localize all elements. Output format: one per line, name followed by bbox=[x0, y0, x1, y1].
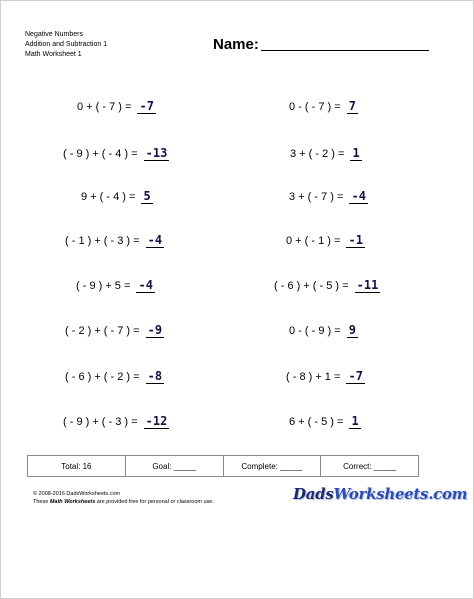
copyright-notice bbox=[33, 490, 214, 506]
problem-expression: ( - 1 ) + ( - 3 ) = bbox=[65, 235, 143, 247]
problem-11 bbox=[65, 320, 164, 338]
problem-answer[interactable]: 1 bbox=[351, 414, 359, 428]
name-label: Name: bbox=[213, 36, 259, 53]
problem-expression: 6 + ( - 5 ) = bbox=[289, 416, 347, 428]
problem-expression: 0 - ( - 7 ) = bbox=[289, 101, 344, 113]
problem-3 bbox=[63, 143, 169, 161]
problem-expression: ( - 6 ) + ( - 2 ) = bbox=[65, 371, 143, 383]
dadsworksheets-logo[interactable] bbox=[293, 485, 467, 503]
score-table bbox=[27, 455, 419, 477]
problem-expression: 9 + ( - 4 ) = bbox=[81, 191, 139, 203]
math-worksheets-link[interactable]: Math Worksheets bbox=[49, 499, 96, 505]
problem-expression: 0 - ( - 9 ) = bbox=[289, 325, 344, 337]
problem-expression: 3 + ( - 2 ) = bbox=[290, 148, 348, 160]
name-blank-line[interactable] bbox=[261, 50, 429, 51]
problem-14 bbox=[286, 366, 365, 384]
problem-expression: 3 + ( - 7 ) = bbox=[289, 191, 347, 203]
problem-4 bbox=[290, 143, 362, 161]
problem-12 bbox=[289, 320, 358, 338]
usage-prefix: These bbox=[33, 499, 49, 505]
problem-8 bbox=[286, 230, 365, 248]
problem-answer[interactable]: -1 bbox=[348, 233, 363, 247]
header-line-2: Addition and Subtraction 1 bbox=[25, 41, 108, 48]
problem-answer[interactable]: 7 bbox=[348, 99, 356, 113]
copyright-line: © 2008-2016 DadsWorksheets.com bbox=[33, 491, 121, 497]
usage-suffix: are provided free for personal or classroom use. bbox=[96, 499, 214, 505]
name-field bbox=[213, 37, 429, 53]
problem-5 bbox=[81, 186, 153, 204]
logo-part-dads: Dads bbox=[293, 485, 334, 503]
problem-1 bbox=[77, 96, 156, 114]
problem-answer[interactable]: -11 bbox=[356, 278, 379, 292]
problem-10 bbox=[274, 275, 380, 293]
problem-answer[interactable]: -4 bbox=[351, 189, 366, 203]
problem-answer[interactable]: -9 bbox=[147, 323, 163, 337]
problem-expression: 0 + ( - 1 ) = bbox=[286, 235, 344, 247]
problem-expression: ( - 2 ) + ( - 7 ) = bbox=[65, 325, 143, 337]
problem-expression: 0 + ( - 7 ) = bbox=[77, 101, 135, 113]
worksheet-header bbox=[25, 30, 107, 60]
problem-answer[interactable]: -13 bbox=[145, 146, 168, 160]
problem-answer[interactable]: -12 bbox=[145, 414, 168, 428]
header-line-3: Math Worksheet 1 bbox=[25, 51, 82, 58]
problem-15 bbox=[63, 411, 169, 429]
problem-answer[interactable]: 1 bbox=[352, 146, 360, 160]
problem-expression: ( - 8 ) + 1 = bbox=[286, 371, 344, 383]
problem-16 bbox=[289, 411, 361, 429]
total-cell: Total: 16 bbox=[28, 456, 126, 476]
usage-line bbox=[33, 498, 214, 506]
problem-7 bbox=[65, 230, 164, 248]
problem-answer[interactable]: -8 bbox=[147, 369, 163, 383]
logo-part-worksheets: Worksheets.com bbox=[333, 485, 468, 503]
correct-cell[interactable]: Correct: _____ bbox=[343, 461, 397, 471]
problem-9 bbox=[76, 275, 155, 293]
problem-expression: ( - 9 ) + ( - 4 ) = bbox=[63, 148, 141, 160]
problem-expression: ( - 6 ) + ( - 5 ) = bbox=[274, 280, 352, 292]
problem-answer[interactable]: 5 bbox=[143, 189, 151, 203]
problem-expression: ( - 9 ) + 5 = bbox=[76, 280, 134, 292]
problem-answer[interactable]: 9 bbox=[348, 323, 356, 337]
problem-2 bbox=[289, 96, 358, 114]
header-line-1: Negative Numbers bbox=[25, 31, 83, 38]
problem-13 bbox=[65, 366, 164, 384]
goal-cell[interactable]: Goal: _____ bbox=[126, 456, 224, 476]
problem-answer[interactable]: -7 bbox=[348, 369, 363, 383]
problem-expression: ( - 9 ) + ( - 3 ) = bbox=[63, 416, 141, 428]
problem-6 bbox=[289, 186, 368, 204]
problem-answer[interactable]: -4 bbox=[138, 278, 153, 292]
problem-answer[interactable]: -7 bbox=[139, 99, 154, 113]
complete-cell[interactable]: Complete: _____ bbox=[224, 456, 322, 476]
problem-answer[interactable]: -4 bbox=[147, 233, 163, 247]
